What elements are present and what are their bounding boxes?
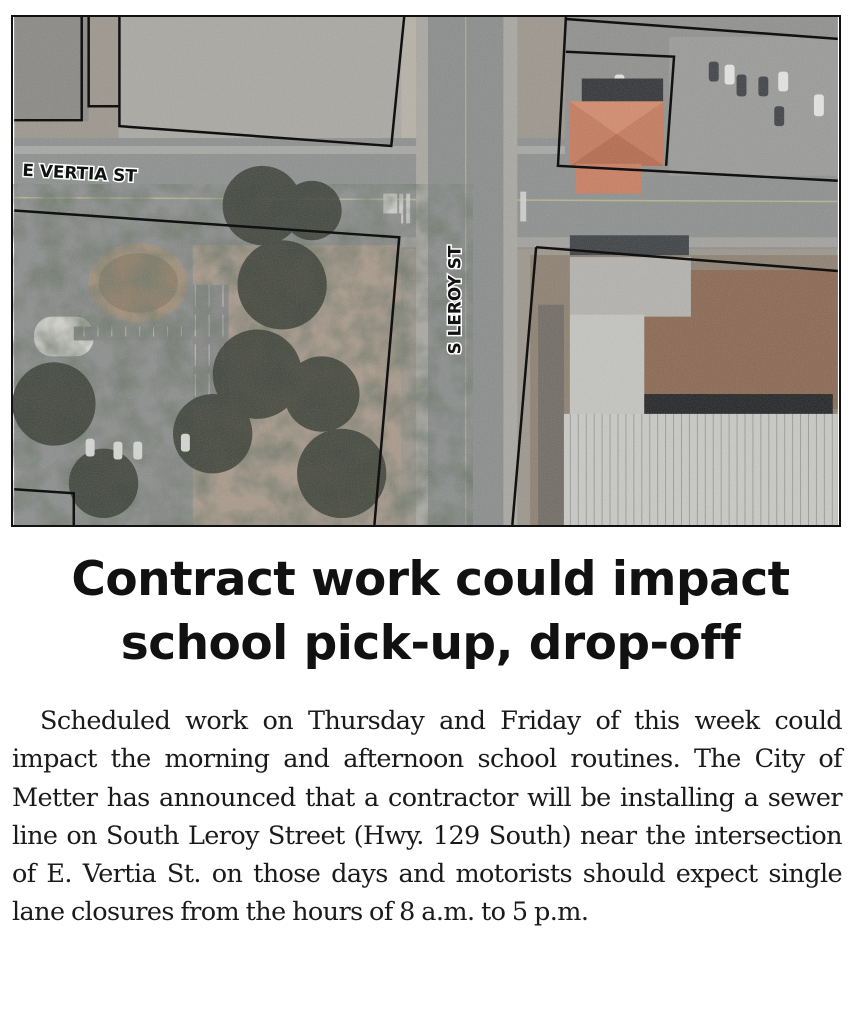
headline [0,548,861,676]
street-label-e-vertia: E VERTIA ST [21,159,138,186]
aerial-map-image [13,17,839,525]
article-body: Scheduled work on Thursday and Friday of this week could impact the morning and afternoon school routines. The City of Metter has announced that a contractor will be installing a sewer line on South Leroy Street (Hwy. 129 South) near the intersection of E. Vertia St. on those days and motorists should expect single lane closures from the hours of 8 a.m. to 5 p.m. [12,706,842,928]
headline-line-1: Contract work could impact [71,552,790,607]
aerial-map [11,15,841,527]
street-label-s-leroy: S LEROY ST [444,245,465,355]
headline-line-2: school pick-up, drop-off [120,616,741,671]
